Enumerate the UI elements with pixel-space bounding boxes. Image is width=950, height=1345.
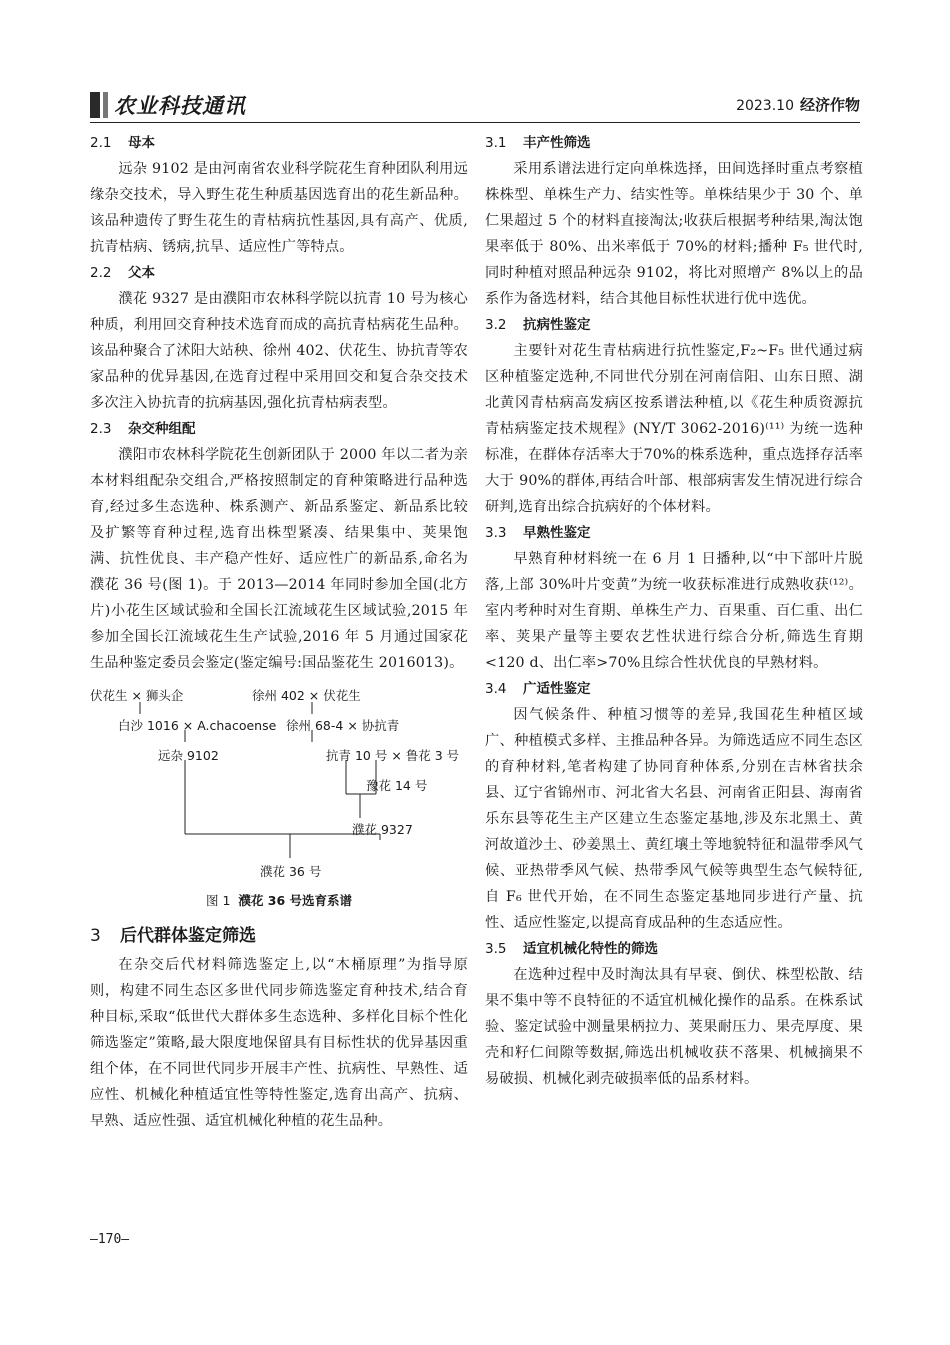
section-heading: 3 后代群体鉴定筛选 — [90, 926, 256, 946]
issue-number: 2023.10 — [736, 98, 794, 114]
section-heading: 3.4 广适性鉴定 — [485, 681, 591, 697]
pedigree-node: 徐州 402 × 伏花生 — [252, 688, 361, 703]
pedigree-node: 伏花生 × 狮头企 — [90, 688, 184, 703]
header-bar-decoration — [90, 92, 100, 118]
header-bar-decoration-light — [103, 92, 108, 118]
header-rule — [90, 122, 860, 123]
section-heading: 3.3 早熟性鉴定 — [485, 525, 591, 541]
pedigree-node: 白沙 1016 × A.chacoense — [118, 718, 277, 733]
paragraph: 濮花 9327 是由濮阳市农林科学院以抗青 10 号为核心种质，利用回交育种技术选育而成的高抗青枯病花生品种。该品种聚合了沭阳大站秧、徐州 402、伏花生、协抗青等农家品种的优异基因,在选育过程中采用回交和复合杂交技术多次注入协抗青的抗病基因,强化抗青枯病表型。 — [90, 291, 468, 411]
paragraph: 在杂交后代材料筛选鉴定上,以“木桶原理”为指导原则，构建不同生态区多世代同步筛选鉴定育种技术,结合育种目标,采取“低世代大群体多生态选种、多样化目标个性化筛选鉴定”策略,最大限度地保留具有目标性状的优异基因重组个体，在不同世代同步开展丰产性、抗病性、早熟性、适应性、机械化种植适宜性等特性鉴定,选育出高产、抗病、早熟、适应性强、适宜机械化种植的花生品种。 — [90, 957, 468, 1129]
section-heading: 2.3 杂交种组配 — [90, 421, 196, 437]
section-heading: 3.5 适宜机械化特性的筛选 — [485, 941, 658, 957]
paragraph: 在选种过程中及时淘汰具有早衰、倒伏、株型松散、结果不集中等不良特征的不适宜机械化操作的品系。在株系试验、鉴定试验中测量果柄拉力、荚果耐压力、果壳厚度、果壳和籽仁间隙等数据,筛选出机械收获不落果、机械摘果不易破损、机械化剥壳破损率低的品系材料。 — [485, 967, 863, 1087]
right-column — [485, 130, 863, 1092]
pedigree-figure — [90, 682, 468, 912]
pedigree-node: 远杂 9102 — [158, 748, 219, 763]
section-heading: 2.1 母本 — [90, 135, 155, 151]
section-heading: 2.2 父本 — [90, 265, 155, 281]
issue-info — [736, 94, 860, 115]
pedigree-node: 豫花 14 号 — [366, 778, 428, 793]
paragraph: 远杂 9102 是由河南省农业科学院花生育种团队利用远缘杂交技术，导入野生花生种质基因选育出的花生新品种。该品种遗传了野生花生的青枯病抗性基因,具有高产、优质,抗青枯病、锈病,抗旱、适应性广等特点。 — [90, 161, 468, 255]
section-heading: 3.2 抗病性鉴定 — [485, 317, 591, 333]
pedigree-node: 徐州 68-4 × 协抗青 — [286, 718, 400, 733]
paragraph: 早熟育种材料统一在 6 月 1 日播种,以“中下部叶片脱落,上部 30%叶片变黄”为统一收获标准进行成熟收获⁽¹²⁾。室内考种时对生育期、单株生产力、百果重、百仁重、出仁率、荚果产量等主要农艺性状进行综合分析,筛选生育期<120 d、出仁率>70%且综合性状优良的早熟材料。 — [485, 551, 863, 671]
figure-caption: 图 1 濮花 36 号选育系谱 — [205, 893, 353, 908]
pedigree-node: 濮花 9327 — [352, 822, 413, 837]
paragraph: 濮阳市农林科学院花生创新团队于 2000 年以二者为亲本材料组配杂交组合,严格按照制定的育种策略进行品种选育,经过多生态选种、株系测产、新品系鉴定、新品系比较及扩繁等育种过程,选育出株型紧凑、结果集中、荚果饱满、抗性优良、丰产稳产性好、适应性广的新品系,命名为濮花 36 号(图 1)。于 2013—2014 年同时参加全国(北方片)小花生区域试验和全国长江流域花生区域试验,2015 年参加全国长江流域花生生产试验,2016 年 5 月通过国家花生品种鉴定委员会鉴定(鉴定编号:国品鉴花生 2016013)。 — [90, 447, 468, 671]
pedigree-node: 抗青 10 号 × 鲁花 3 号 — [326, 748, 460, 763]
page-number: —170— — [90, 1232, 130, 1247]
paragraph: 采用系谱法进行定向单株选择，田间选择时重点考察植株株型、单株生产力、结实性等。单株结果少于 30 个、单仁果超过 5 个的材料直接淘汰;收获后根据考种结果,淘汰饱果率低于 80%、出米率低于 70%的材料;播种 F₅ 世代时,同时种植对照品种远杂 9102，将比对照增产 8%以上的品系作为备选材料，结合其他目标性状进行优中选优。 — [485, 161, 863, 307]
left-column — [90, 130, 468, 1134]
paragraph: 主要针对花生青枯病进行抗性鉴定,F₂~F₅ 世代通过病区种植鉴定选种,不同世代分别在河南信阳、山东日照、湖北黄冈青枯病高发病区按系谱法种植,以《花生种质资源抗青枯病鉴定技术规程》(NY/T 3062-2016)⁽¹¹⁾ 为统一选种标准，在群体存活率大于70%的株系选种，重点选择存活率大于 90%的群体,再结合叶部、根部病害发生情况进行综合研判,选育出综合抗病好的个体材料。 — [485, 343, 863, 515]
journal-logo: 农业科技通讯 — [114, 93, 246, 118]
section-heading: 3.1 丰产性筛选 — [485, 135, 591, 151]
section-name: 经济作物 — [799, 96, 860, 114]
paragraph: 因气候条件、种植习惯等的差异,我国花生种植区域广、种植模式多样、主推品种各异。为筛选适应不同生态区的育种材料,笔者构建了协同育种体系,分别在吉林省扶余县、辽宁省锦州市、河北省大名县、河南省正阳县、海南省乐东县等花生主产区建立生态鉴定基地,涉及东北黑土、黄河故道沙土、砂姜黑土、黄红壤土等地貌特征和温带季风气候、亚热带季风气候、热带季风气候等典型生态气候特征,自 F₆ 世代开始，在不同生态鉴定基地同步进行产量、抗性、适应性鉴定,以提高育成品种的生态适应性。 — [485, 707, 863, 931]
pedigree-node: 濮花 36 号 — [260, 864, 322, 879]
